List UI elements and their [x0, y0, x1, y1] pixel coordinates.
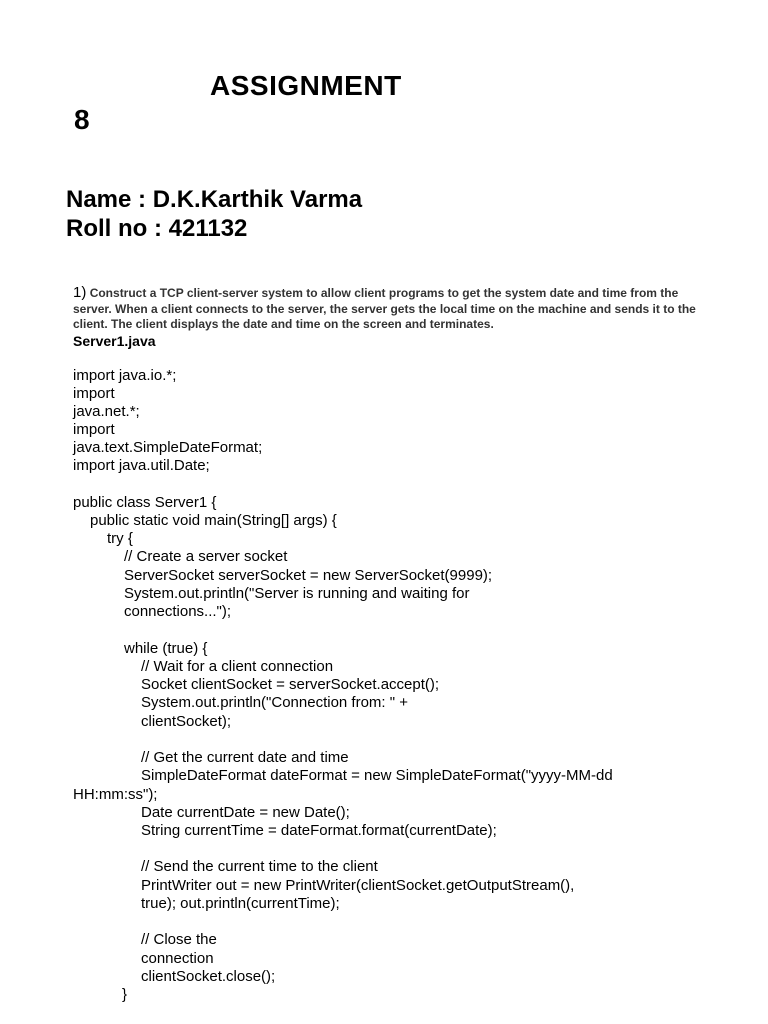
assignment-number: 8 — [74, 104, 91, 135]
code-line: java.text.SimpleDateFormat; — [73, 439, 263, 456]
code-line: import — [73, 385, 115, 402]
code-line: connections..."); — [124, 603, 232, 620]
question-text: Construct a TCP client-server system to allow client programs to get the system date and time from the server. When a client connects to the server, the server gets the local time on the machine and sends it to the client. The client displays the date and time on the screen and terminates. — [73, 286, 696, 331]
code-line: public class Server1 { — [73, 494, 217, 511]
code-line: import java.io.*; — [73, 367, 177, 384]
code-line: } — [122, 986, 128, 1003]
code-line: try { — [107, 530, 133, 547]
file-name: Server1.java — [73, 333, 156, 349]
question-block — [73, 285, 713, 333]
code-line: Date currentDate = new Date(); — [141, 804, 350, 821]
code-line: HH:mm:ss"); — [73, 786, 158, 803]
code-line: connection — [141, 950, 214, 967]
code-line: public static void main(String[] args) { — [90, 512, 337, 529]
code-line: String currentTime = dateFormat.format(currentDate); — [141, 822, 497, 839]
code-line: // Close the — [141, 931, 217, 948]
code-line: // Wait for a client connection — [141, 658, 334, 675]
code-line: System.out.println("Connection from: " + — [141, 694, 409, 711]
code-line: // Create a server socket — [124, 548, 288, 565]
code-line: true); out.println(currentTime); — [141, 895, 340, 912]
code-line: SimpleDateFormat dateFormat = new SimpleDateFormat("yyyy-MM-dd — [141, 767, 613, 784]
code-line: import java.util.Date; — [73, 457, 210, 474]
code-line: // Send the current time to the client — [141, 858, 378, 875]
student-name: Name : D.K.Karthik Varma — [66, 186, 363, 213]
code-line: java.net.*; — [73, 403, 140, 420]
code-line: clientSocket); — [141, 713, 232, 730]
code-line: System.out.println("Server is running and waiting for — [124, 585, 470, 602]
code-line: clientSocket.close(); — [141, 968, 276, 985]
code-line: // Get the current date and time — [141, 749, 349, 766]
student-roll-number: Roll no : 421132 — [66, 215, 248, 242]
code-line: import — [73, 421, 115, 438]
code-line: PrintWriter out = new PrintWriter(clientSocket.getOutputStream(), — [141, 877, 575, 894]
assignment-title: ASSIGNMENT — [210, 70, 402, 101]
code-line: Socket clientSocket = serverSocket.accept(); — [141, 676, 440, 693]
question-number: 1) — [73, 284, 87, 301]
code-line: ServerSocket serverSocket = new ServerSocket(9999); — [124, 567, 493, 584]
code-line: while (true) { — [124, 640, 208, 657]
